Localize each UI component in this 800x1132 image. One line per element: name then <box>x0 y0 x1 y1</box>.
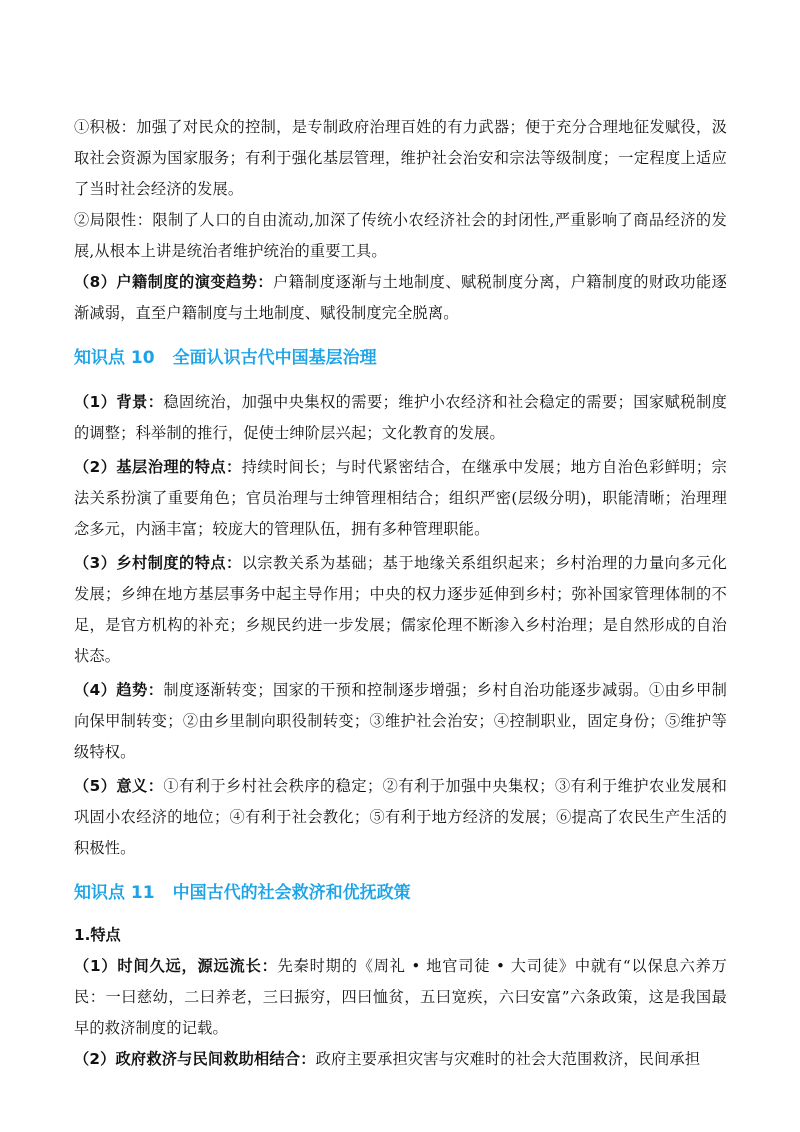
section-number: 知识点 10 <box>74 348 155 368</box>
item-text: 以宗教关系为基础；基于地缘关系组织起来；乡村治理的力量向多元化发展；乡绅在地方基层事务中起主导作用；中央的权力逐步延伸到乡村；弥补国家管理体制的不足，是官方机构的补充；乡规民约进一步发展；儒家伦理不断渗入乡村治理；是自然形成的自治状态。 <box>74 554 727 665</box>
item-label: （1）背景： <box>74 393 164 411</box>
paragraph-positive-effects <box>74 112 727 205</box>
item-governance-features <box>74 452 727 545</box>
item-government-and-folk-relief <box>74 1044 727 1075</box>
paragraph-text: ②局限性：限制了人口的自由流动,加深了传统小农经济社会的封闭性,严重影响了商品经济的发展,从根本上讲是统治者维护统治的重要工具。 <box>74 211 727 260</box>
subheading-features: 1.特点 <box>74 926 121 944</box>
section-number: 知识点 11 <box>74 883 155 903</box>
item-text: 持续时间长；与时代紧密结合，在继承中发展；地方自治色彩鲜明；宗法关系扮演了重要角色；官员治理与士绅管理相结合；组织严密(层级分明)，职能清晰；治理理念多元，内涵丰富；较庞大的管理队伍，拥有多种管理职能。 <box>74 458 727 538</box>
item-label: （5）意义： <box>74 777 164 795</box>
item-label: （8）户籍制度的演变趋势： <box>74 273 274 291</box>
item-text: 户籍制度逐渐与土地制度、赋税制度分离，户籍制度的财政功能逐渐减弱，直至户籍制度与土地制度、赋役制度完全脱离。 <box>74 273 727 322</box>
item-label: （1）时间久远，源远流长： <box>74 957 278 975</box>
item-background <box>74 387 727 449</box>
section-heading-10 <box>74 343 727 373</box>
item-label: （3）乡村制度的特点： <box>74 554 242 572</box>
document-page <box>74 112 727 1075</box>
item-significance <box>74 771 727 864</box>
item-label: （2）政府救济与民间救助相结合： <box>74 1050 316 1068</box>
item-text: 政府主要承担灾害与灾难时的社会大范围救济，民间承担 <box>315 1050 701 1068</box>
paragraph-text: ①积极：加强了对民众的控制，是专制政府治理百姓的有力武器；便于充分合理地征发赋役，汲取社会资源为国家服务；有利于强化基层管理，维护社会治安和宗法等级制度；一定程度上适应了当时社会经济的发展。 <box>74 118 727 198</box>
paragraph-limitations <box>74 205 727 267</box>
item-text: 先秦时期的《周礼 • 地官司徒 • 大司徒》中就有“以保息六养万民：一曰慈幼，二曰养老，三曰振穷，四曰恤贫，五曰宽疾，六曰安富”六条政策，这是我国最早的救济制度的记载。 <box>74 957 727 1037</box>
paragraph-household-trend <box>74 267 727 329</box>
item-label: （4）趋势： <box>74 681 164 699</box>
item-text: ①有利于乡村社会秩序的稳定；②有利于加强中央集权；③有利于维护农业发展和巩固小农经济的地位；④有利于社会教化；⑤有利于地方经济的发展；⑥提高了农民生产生活的积极性。 <box>74 777 727 857</box>
section-heading-11 <box>74 878 727 908</box>
item-long-history <box>74 951 727 1044</box>
item-text: 制度逐渐转变；国家的干预和控制逐步增强；乡村自治功能逐步减弱。①由乡甲制向保甲制转变；②由乡里制向职役制转变；③维护社会治安；④控制职业，固定身份；⑤维护等级特权。 <box>74 681 727 761</box>
item-village-system-features <box>74 548 727 672</box>
item-text: 稳固统治，加强中央集权的需要；维护小农经济和社会稳定的需要；国家赋税制度的调整；科举制的推行，促使士绅阶层兴起；文化教育的发展。 <box>74 393 727 442</box>
item-trend <box>74 675 727 768</box>
section-title: 中国古代的社会救济和优抚政策 <box>172 883 411 903</box>
section-title: 全面认识古代中国基层治理 <box>172 348 377 368</box>
item-label: （2）基层治理的特点： <box>74 458 242 476</box>
